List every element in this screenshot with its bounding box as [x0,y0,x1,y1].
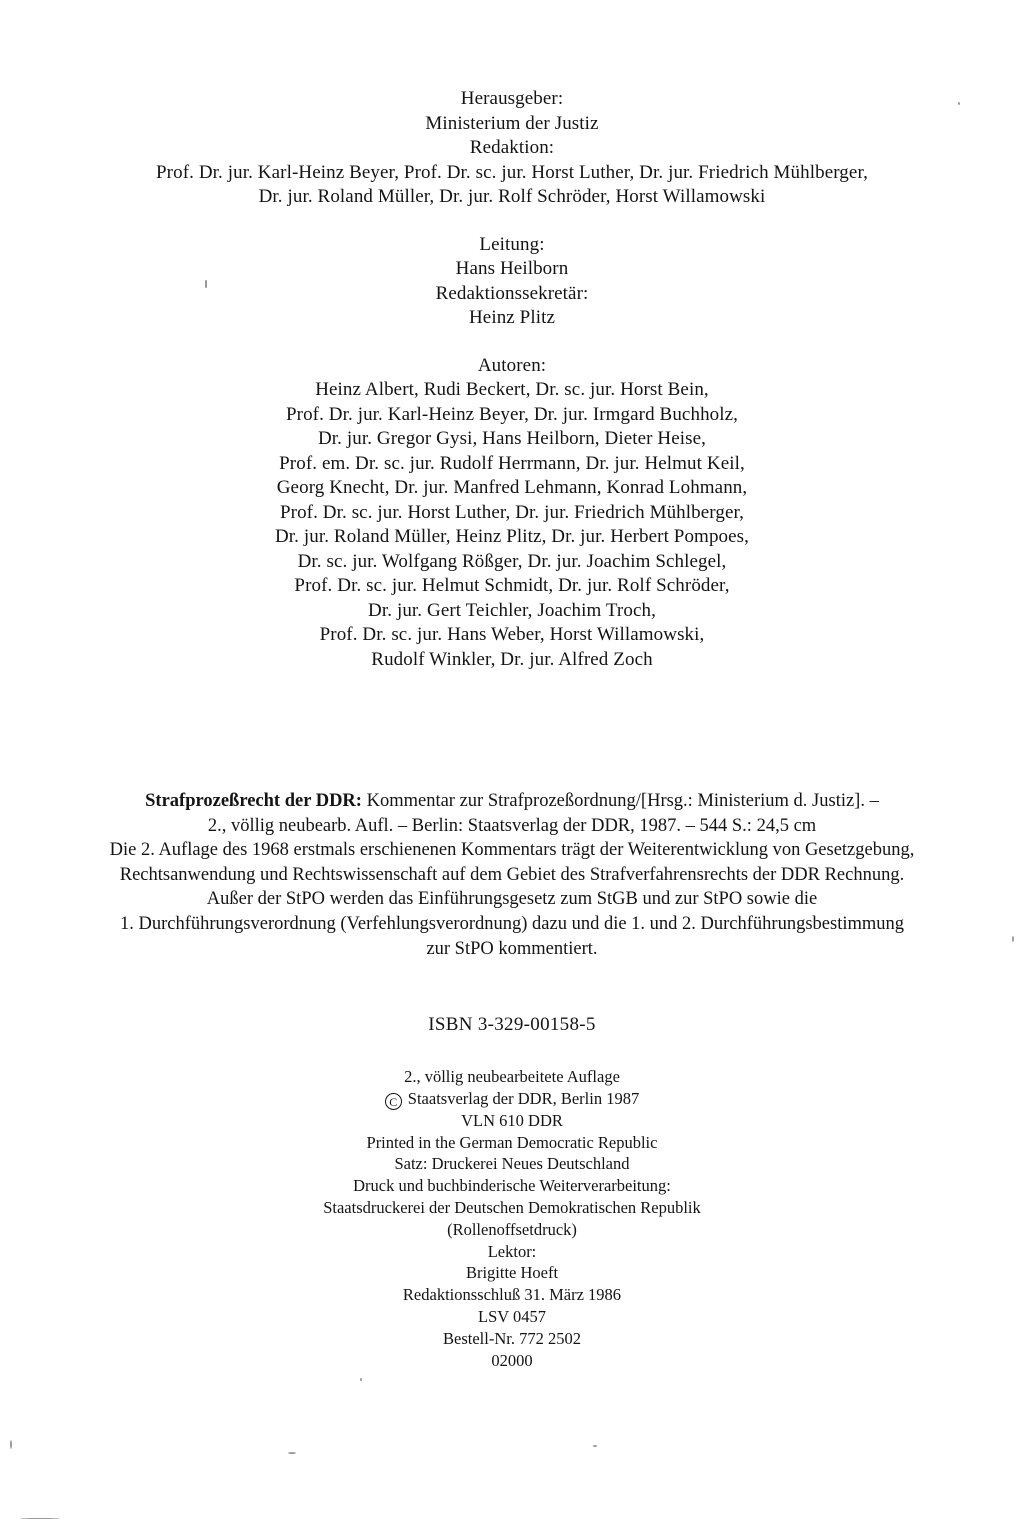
author-line: Prof. Dr. sc. jur. Hans Weber, Horst Willamowski, [319,624,705,645]
author-line: Dr. jur. Gregor Gysi, Hans Heilborn, Dieter Heise, [317,428,707,449]
author-line: Rudolf Winkler, Dr. jur. Alfred Zoch [371,648,653,670]
publisher-name: Ministerium der Justiz [425,112,599,134]
authors-heading: Autoren: [477,354,547,376]
author-line: Prof. Dr. sc. jur. Horst Luther, Dr. jur. Friedrich Mühlberger, [279,501,745,523]
spacer [0,331,1024,354]
edition-note: 2., völlig neubearbeitete Auflage [404,1067,620,1086]
copyright-line [0,1088,1024,1110]
isbn-number: ISBN 3-329-00158-5 [428,1014,596,1035]
direction-heading: Leitung: [479,233,545,255]
book-subtitle: Kommentar zur Strafprozeßordnung/[Hrsg.: Ministerium d. Justiz]. – [361,791,879,811]
scan-speck [360,1378,362,1381]
biblio-line: 2., völlig neubearb. Aufl. – Berlin: Staatsverlag der DDR, 1987. – 544 S.: 24,5 cm [207,815,817,836]
editorial-line: Dr. jur. Roland Müller, Dr. jur. Rolf Schröder, Horst Willamowski [258,186,766,207]
author-line: Dr. jur. Gert Teichler, Joachim Troch, [368,599,656,621]
imprint-line: Printed in the German Democratic Republic [366,1132,658,1152]
biblio-title-line [0,789,1024,814]
imprint-block [0,1066,1024,1371]
scan-speck [958,102,960,105]
imprint-line: 02000 [491,1350,533,1370]
imprint-line: (Rollenoffsetdruck) [447,1219,577,1239]
imprint-line: Druck und buchbinderische Weiterverarbeitung: [353,1176,671,1196]
imprint-line: Lektor: [487,1241,537,1261]
imprint-line: LSV 0457 [478,1306,546,1326]
scan-speck [288,1452,296,1454]
biblio-line: 1. Durchführungsverordnung (Verfehlungsverordnung) dazu und die 1. und 2. Durchführungsbestimmung [119,913,905,934]
scan-speck [205,280,207,288]
credits-block [0,87,1024,672]
author-line: Prof. Dr. sc. jur. Helmut Schmidt, Dr. jur. Rolf Schröder, [294,575,730,596]
scan-speck [593,1445,597,1447]
imprint-line: Bestell-Nr. 772 2502 [443,1328,581,1348]
imprint-line: Brigitte Hoeft [465,1263,559,1283]
bibliographic-description [0,789,1024,961]
author-line: Dr. jur. Roland Müller, Heinz Plitz, Dr. jur. Herbert Pompoes, [274,526,750,547]
biblio-line: Die 2. Auflage des 1968 erstmals erschienenen Kommentars trägt der Weiterentwicklung von Gesetzgebung, [109,840,915,861]
spacer [0,210,1024,233]
author-line: Dr. sc. jur. Wolfgang Rößger, Dr. jur. Joachim Schlegel, [297,550,727,572]
imprint-line: Staatsdruckerei der Deutschen Demokratischen Republik [323,1197,701,1217]
author-line: Heinz Albert, Rudi Beckert, Dr. sc. jur. Horst Bein, [315,379,709,400]
author-line: Prof. Dr. jur. Karl-Heinz Beyer, Dr. jur. Irmgard Buchholz, [285,403,739,425]
isbn [0,1013,1024,1037]
biblio-line: zur StPO kommentiert. [426,938,598,959]
editorial-heading: Redaktion: [469,137,555,158]
scan-speck [10,1440,12,1449]
copyright-text: Staatsverlag der DDR, Berlin 1987 [407,1088,640,1108]
scan-speck [1012,936,1014,942]
imprint-line: Satz: Druckerei Neues Deutschland [394,1154,630,1174]
scan-speck [20,1518,60,1519]
publisher-heading: Herausgeber: [460,88,564,109]
biblio-line: Rechtsanwendung und Rechtswissenschaft auf dem Gebiet des Strafverfahrensrechts der DDR Rechnung. [119,864,905,885]
imprint-line: Redaktionsschluß 31. März 1986 [402,1285,622,1305]
copyright-icon: C [385,1093,402,1110]
biblio-line: Außer der StPO werden das Einführungsgesetz zum StGB und zur StPO sowie die [206,889,818,910]
editorial-line: Prof. Dr. jur. Karl-Heinz Beyer, Prof. Dr. sc. jur. Horst Luther, Dr. jur. Friedrich Mühlberger, [156,161,868,183]
author-line: Georg Knecht, Dr. jur. Manfred Lehmann, Konrad Lohmann, [276,477,748,498]
direction-name: Hans Heilborn [455,258,569,279]
author-line: Prof. em. Dr. sc. jur. Rudolf Herrmann, Dr. jur. Helmut Keil, [279,452,745,474]
book-title: Strafprozeßrecht der DDR: [145,791,362,811]
imprint-line: VLN 610 DDR [461,1110,563,1130]
secretary-name: Heinz Plitz [468,307,556,328]
secretary-heading: Redaktionssekretär: [435,282,589,304]
